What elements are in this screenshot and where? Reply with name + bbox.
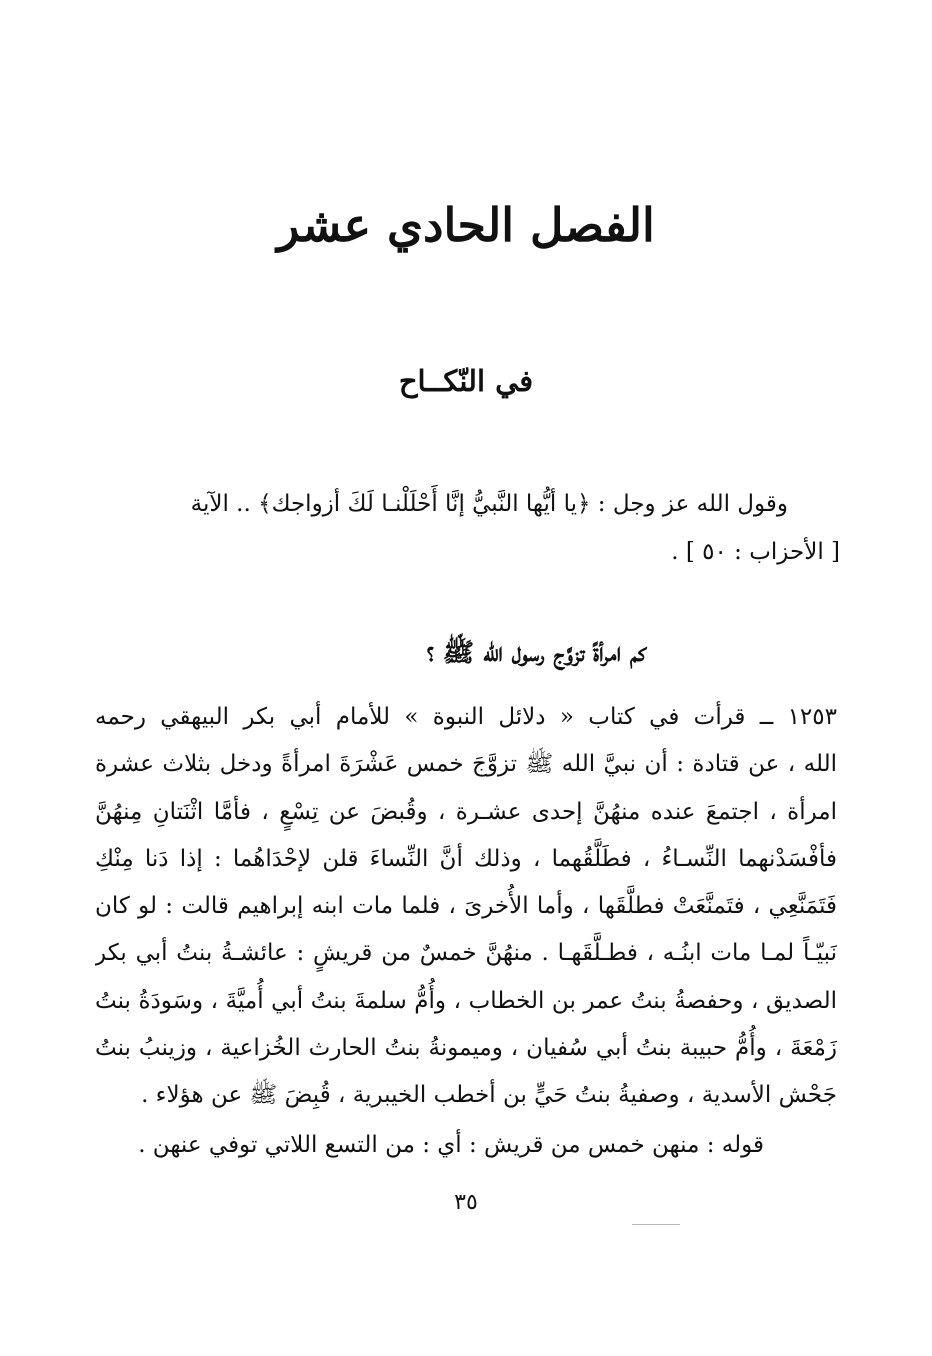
hadith-line: زَمْعَةَ ، وأُمُّ حبيبة بنتُ أبي سُفيان ، وميمونةُ بنتُ الحارث الخُزاعية ، وزينبُ بنتُ bbox=[95, 1035, 837, 1062]
scan-artifact-line bbox=[632, 1224, 680, 1225]
hadith-line: الله ، عن قتادة : أن نبيَّ الله ﷺ تزوَّجَ خمس عَشْرَةَ امرأةً ودخل بثلاث عشرة bbox=[95, 751, 837, 778]
page-number: ٣٥ bbox=[454, 1190, 478, 1215]
hadith-line: امرأة ، اجتمعَ عنده منهُنَّ إحدى عشـرة ، وقُبضَ عن تِسْعٍ ، فأمَّا اثْنَتانِ مِنهُنَّ bbox=[95, 798, 837, 825]
verse-line: وقول الله عز وجل : ﴿يا أيُّها النَّبيُّ إنَّا أَحْلَلْنـا لَكَ أزواجك﴾ .. الآية bbox=[190, 491, 788, 517]
chapter-title: الفصل الحادي عشر bbox=[277, 198, 655, 252]
section-title: في النّكــاح bbox=[398, 364, 534, 398]
quran-verse-paragraph bbox=[80, 480, 840, 576]
hadith-line: فَتَمَنَّعِي ، فتَمنَّعَتْ فطلَّقَها ، وأما الأُخرىَ ، فلما مات ابنه إبراهيم قالت : لو كان bbox=[95, 893, 837, 920]
hadith-line: الصديق ، وحفصةُ بنتُ عمر بن الخطاب ، وأُمُّ سلمةَ بنتُ أبي أُميَّةَ ، وسَودَةُ بنتُ bbox=[95, 987, 837, 1014]
hadith-line: ١٢٥٣ ــ قرأت في كتاب « دلائل النبوة » للأمام أبي بكر البيهقي رحمه bbox=[95, 704, 837, 730]
verse-reference: [ الأحزاب : ٥٠ ] . bbox=[671, 539, 840, 565]
hadith-paragraph bbox=[95, 694, 837, 1120]
commentary-note: قوله : منهن خمس من قريش : أي : من التسع اللاتي توفي عنهن . bbox=[138, 1132, 764, 1158]
question-heading: كم امرأةً تزوَّج رسول الله ﷺ ؟ bbox=[426, 638, 646, 668]
hadith-line: نَبيّـاً لمـا مات ابنُـه ، فطـلَّقَهـا . منهُنَّ خمسٌ من قريشٍ : عائشـةُ بنتُ أبي بكر bbox=[95, 940, 837, 967]
hadith-line: فأفْسَدْنهما النِّسـاءُ ، فطَلَّقُهما ، وذلك أنَّ النِّساءَ قلن لإحْدَاهُما : إذا دَنا مِنْكِ bbox=[95, 845, 837, 872]
hadith-line: جَحْش الأسدية ، وصفيةُ بنتُ حَيٍّ بن أخطب الخيبرية ، قُبِضَ ﷺ عن هؤلاء . bbox=[141, 1082, 837, 1109]
